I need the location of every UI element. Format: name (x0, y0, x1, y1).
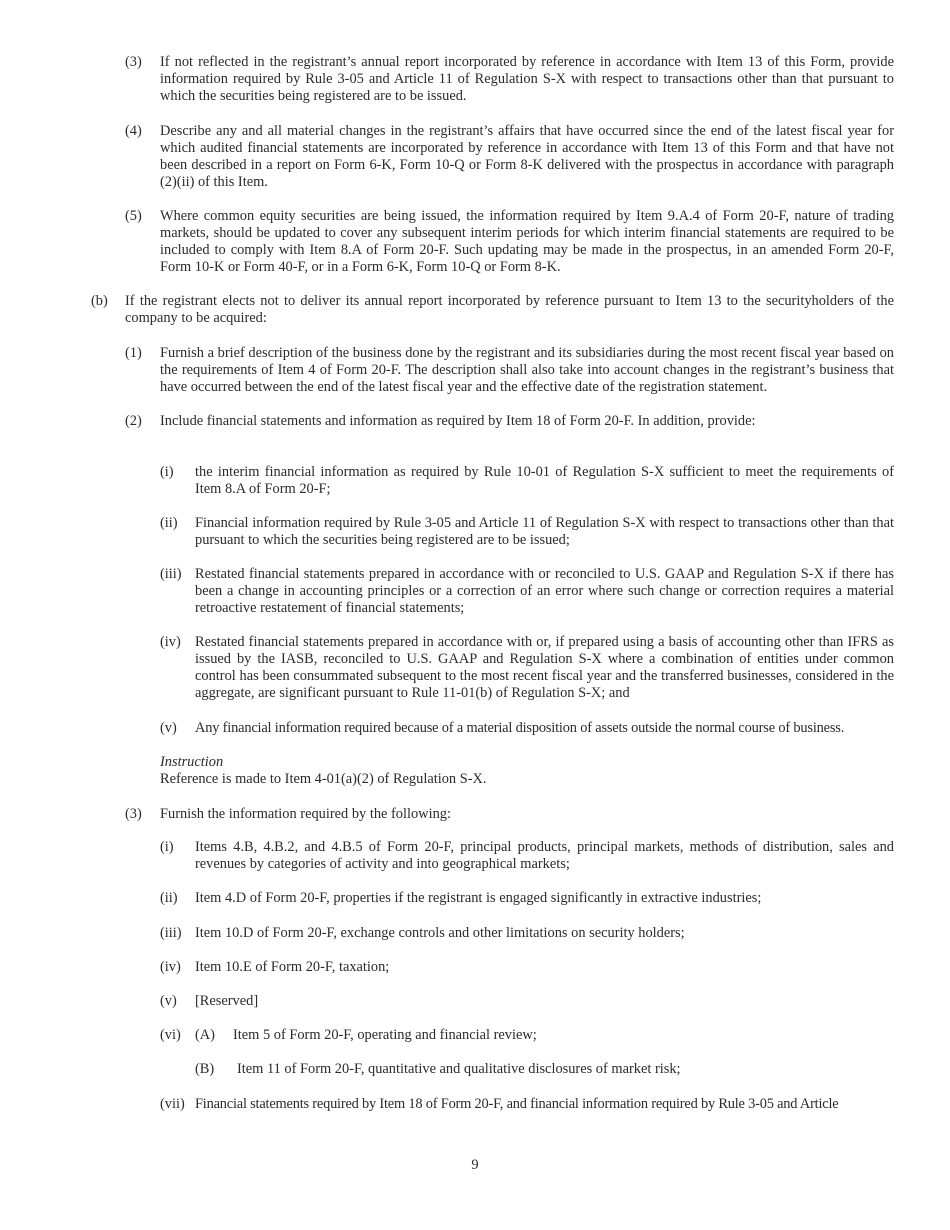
item-text: Item 10.D of Form 20-F, exchange controls and other limitations on security holders; (195, 925, 685, 941)
item-number: (i) (160, 464, 174, 480)
item-text: Items 4.B, 4.B.2, and 4.B.5 of Form 20-F, principal products, principal markets, methods of distribution, sales and revenues by categories of activity and into geographical markets; (195, 839, 894, 872)
item-number: (1) (125, 345, 142, 361)
page-number: 9 (471, 1157, 479, 1173)
item-number: (iii) (160, 566, 182, 582)
item-text: Include financial statements and information as required by Item 18 of Form 20-F. In addition, provide: (160, 413, 756, 429)
item-text: Any financial information required because of a material disposition of assets outside the normal course of business. (195, 720, 845, 736)
instruction-title: Instruction (160, 754, 224, 770)
item-text: Where common equity securities are being issued, the information required by Item 9.A.4 of Form 20-F, nature of trading markets, should be updated to cover any subsequent interim periods for which interim financial statements are required to be included to comply with Item 8.A of Form 20-F. Such updating may be made in the prospectus, in an amended Form 20-F, Form 10-K or Form 40-F, or in a Form 6-K, Form 10-Q or Form 8-K. (160, 208, 894, 275)
item-number: (2) (125, 413, 142, 429)
item-number: (b) (91, 293, 108, 309)
item-number: (5) (125, 208, 142, 224)
item-number: (4) (125, 123, 142, 139)
item-number: (iii) (160, 925, 182, 941)
item-number: (ii) (160, 890, 178, 906)
item-text: Furnish a brief description of the business done by the registrant and its subsidiaries during the most recent fiscal year based on the requirements of Item 4 of Form 20-F. The description shall also take into account changes in the registrant’s business that have occurred between the end of the latest fiscal year and the effective date of the registration statement. (160, 345, 894, 395)
item-text: Furnish the information required by the following: (160, 806, 451, 822)
item-text: [Reserved] (195, 993, 259, 1009)
item-number: (3) (125, 806, 142, 822)
item-number: (v) (160, 993, 177, 1009)
item-text: Restated financial statements prepared in accordance with or, if prepared using a basis of accounting other than IFRS as issued by the IASB, reconciled to U.S. GAAP and Regulation S-X where a combination of entities under common control has been consummated subsequent to the most recent fiscal year and the transferred businesses, considered in the aggregate, are significant pursuant to Rule 11-01(b) of Regulation S-X; and (195, 634, 894, 701)
item-text: Restated financial statements prepared in accordance with or reconciled to U.S. GAAP and Regulation S-X if there has been a change in accounting principles or a correction of an error where such change or correction requires a material retroactive restatement of financial statements; (195, 566, 894, 616)
item-number: (iv) (160, 959, 181, 975)
item-number: (A) (195, 1027, 215, 1043)
instruction-text: Reference is made to Item 4-01(a)(2) of Regulation S-X. (160, 771, 487, 787)
item-text: the interim financial information as required by Rule 10-01 of Regulation S-X sufficient to meet the requirements of Item 8.A of Form 20-F; (195, 464, 894, 497)
item-text: Item 4.D of Form 20-F, properties if the registrant is engaged significantly in extractive industries; (195, 890, 762, 906)
item-number: (vi) (160, 1027, 181, 1043)
item-number: (v) (160, 720, 177, 736)
item-text: Item 11 of Form 20-F, quantitative and qualitative disclosures of market risk; (237, 1061, 681, 1077)
item-number: (vii) (160, 1096, 185, 1112)
item-number: (iv) (160, 634, 181, 650)
item-number: (3) (125, 54, 142, 70)
item-number: (i) (160, 839, 174, 855)
item-number: (B) (195, 1061, 215, 1077)
item-number: (ii) (160, 515, 178, 531)
item-text: Financial statements required by Item 18 of Form 20-F, and financial information required by Rule 3-05 and Article (195, 1096, 839, 1112)
item-text: Item 10.E of Form 20-F, taxation; (195, 959, 390, 975)
item-text: Item 5 of Form 20-F, operating and financial review; (233, 1027, 537, 1043)
item-text: Financial information required by Rule 3-05 and Article 11 of Regulation S-X with respect to transactions other than that pursuant to which the securities being registered are to be issued; (195, 515, 894, 548)
item-text: If the registrant elects not to deliver its annual report incorporated by reference pursuant to Item 13 to the securityholders of the company to be acquired: (125, 293, 894, 326)
item-text: If not reflected in the registrant’s annual report incorporated by reference in accordance with Item 13 of this Form, provide information required by Rule 3-05 and Article 11 of Regulation S-X with respect to transactions other than that pursuant to which the securities being registered are to be issued. (160, 54, 894, 104)
item-text: Describe any and all material changes in the registrant’s affairs that have occurred since the end of the latest fiscal year for which audited financial statements are incorporated by reference in accordance with Item 13 of this Form and that have not been described in a report on Form 6-K, Form 10-Q or Form 8-K delivered with the prospectus in accordance with paragraph (2)(ii) of this Item. (160, 123, 894, 190)
